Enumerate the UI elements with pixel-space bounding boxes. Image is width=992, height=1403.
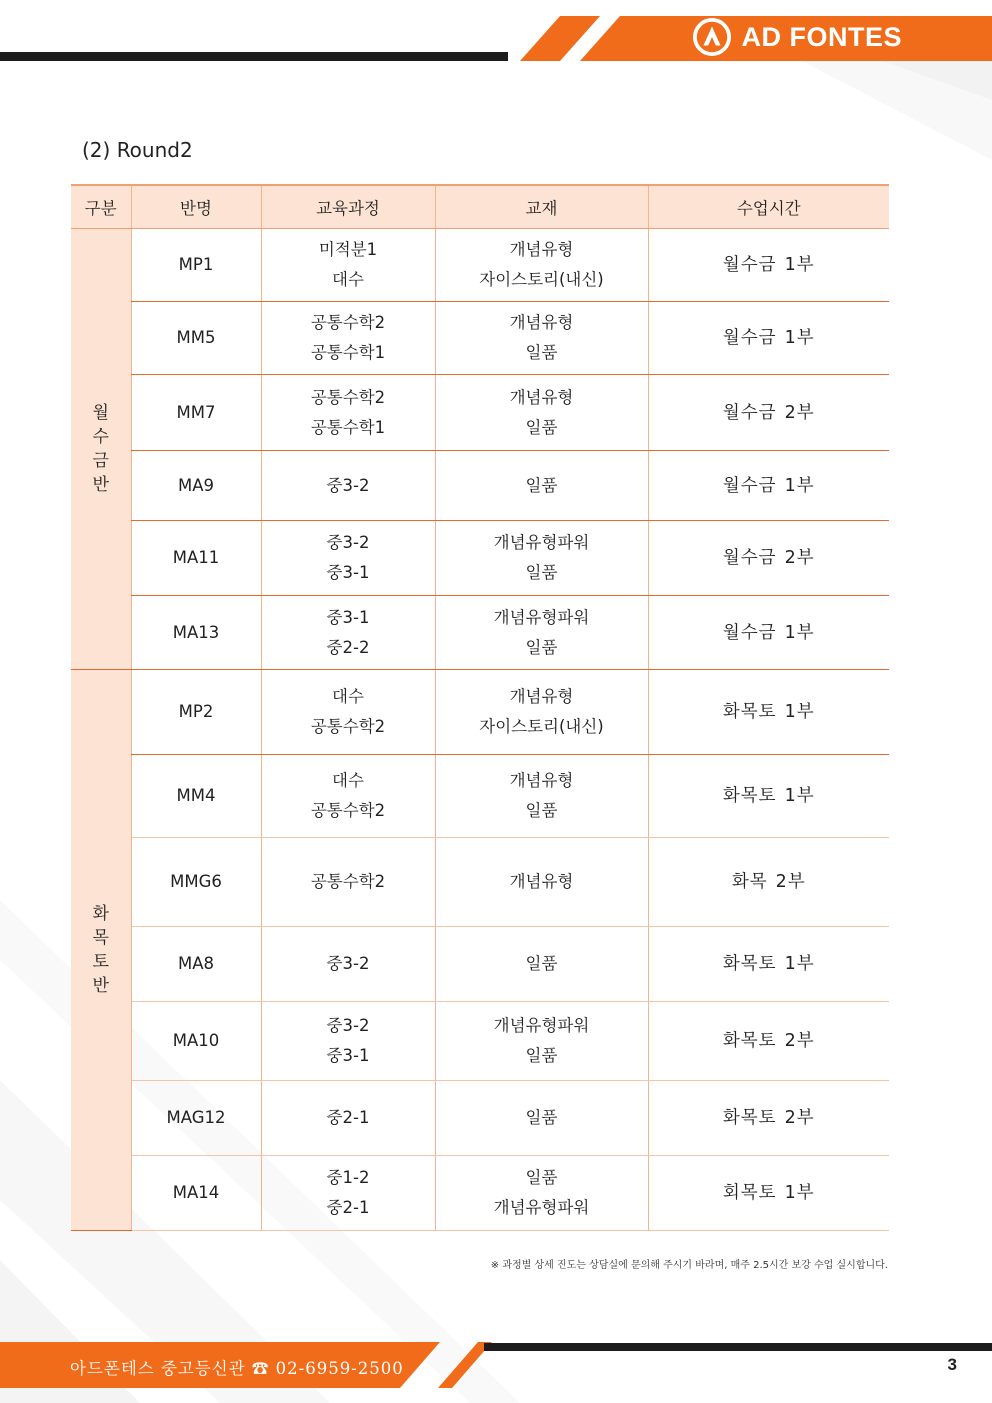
textbook-cell	[435, 838, 648, 927]
course-cell	[261, 302, 435, 375]
textbook-line: 일품	[525, 637, 558, 657]
course-line: 공통수학1	[310, 417, 386, 437]
group-label: 화 목 토 반	[71, 670, 131, 1231]
header-textbook: 교재	[435, 185, 648, 229]
class-name-cell: MA10	[131, 1002, 261, 1081]
class-name-cell: MA14	[131, 1156, 261, 1231]
table-row	[71, 755, 889, 838]
class-time-cell	[648, 302, 889, 375]
header-course: 교육과정	[261, 185, 435, 229]
textbook-line: 개념유형	[509, 687, 574, 706]
page-number: 3	[947, 1355, 957, 1374]
section-title: (2) Round2	[82, 138, 193, 162]
class-name-cell: MA9	[131, 451, 261, 521]
table-row	[71, 451, 889, 521]
course-line: 중3-2	[326, 954, 370, 973]
header-class-name: 반명	[131, 185, 261, 229]
course-line: 중3-1	[326, 563, 370, 582]
textbook-line: 일품	[525, 954, 558, 973]
class-days: 월수금	[722, 622, 777, 643]
textbook-line: 자이스토리(내신)	[479, 717, 604, 736]
class-days: 월수금	[722, 475, 777, 496]
textbook-line: 일품	[525, 475, 558, 495]
course-line: 공통수학1	[310, 343, 386, 362]
class-time-cell	[648, 596, 889, 670]
textbook-line: 일품	[525, 1168, 558, 1187]
course-cell	[261, 375, 435, 451]
table-row	[71, 302, 889, 375]
course-line: 공통수학2	[310, 717, 386, 736]
textbook-cell	[435, 1081, 648, 1156]
textbook-line: 자이스토리(내신)	[479, 270, 604, 289]
course-line: 중1-2	[326, 1168, 370, 1187]
table-row	[71, 521, 889, 596]
class-name-cell: MM7	[131, 375, 261, 451]
class-time-cell	[648, 838, 889, 927]
class-session: 1부	[784, 954, 815, 974]
course-line: 대수	[332, 771, 364, 790]
header-class-time: 수업시간	[648, 185, 889, 229]
table-row	[71, 838, 889, 927]
course-line: 미적분1	[318, 240, 378, 259]
textbook-line: 개념유형	[509, 313, 574, 332]
table-row	[71, 596, 889, 670]
table-row	[71, 927, 889, 1002]
class-time-cell	[648, 451, 889, 521]
ad-fontes-logo-icon	[693, 18, 731, 56]
textbook-cell	[435, 375, 648, 451]
table-row	[71, 375, 889, 451]
course-line: 공통수학2	[310, 801, 386, 820]
class-time-cell	[648, 1081, 889, 1156]
class-name-cell: MP2	[131, 670, 261, 755]
header-category: 구분	[71, 185, 131, 229]
class-name-cell: MMG6	[131, 838, 261, 927]
textbook-line: 일품	[525, 1046, 558, 1065]
class-session: 1부	[784, 475, 815, 496]
class-session: 1부	[784, 1183, 815, 1203]
class-session: 1부	[784, 702, 815, 722]
class-name-cell: MA8	[131, 927, 261, 1002]
table-row	[71, 229, 889, 302]
course-line: 중3-2	[326, 533, 370, 552]
textbook-cell	[435, 1002, 648, 1081]
textbook-line: 일품	[525, 801, 558, 820]
textbook-cell	[435, 670, 648, 755]
table-row	[71, 1156, 889, 1231]
course-line: 중3-2	[326, 1016, 370, 1035]
course-line: 중2-1	[326, 1198, 370, 1217]
textbook-line: 개념유형파워	[493, 533, 590, 552]
textbook-line: 개념유형	[509, 240, 574, 259]
textbook-cell	[435, 229, 648, 302]
textbook-line: 개념유형	[509, 387, 574, 407]
class-time-cell	[648, 755, 889, 838]
class-days: 화목토	[722, 954, 777, 974]
class-session: 1부	[784, 255, 815, 275]
class-session: 1부	[784, 622, 815, 643]
course-line: 공통수학2	[310, 872, 386, 891]
class-session: 1부	[784, 328, 815, 348]
course-line: 대수	[332, 687, 364, 706]
course-cell	[261, 521, 435, 596]
course-cell	[261, 1002, 435, 1081]
course-line: 중3-1	[326, 1046, 370, 1065]
class-name-cell: MA11	[131, 521, 261, 596]
class-time-cell	[648, 1156, 889, 1231]
class-days: 월수금	[722, 402, 777, 423]
footnote: ※ 과정별 상세 진도는 상담실에 문의해 주시기 바라며, 매주 2.5시간 보강 수업 실시합니다.	[490, 1260, 888, 1271]
table-row	[71, 1002, 889, 1081]
class-session: 2부	[775, 872, 806, 892]
class-name-cell: MAG12	[131, 1081, 261, 1156]
brand-logo	[693, 17, 902, 57]
class-session: 2부	[784, 548, 815, 568]
textbook-line: 일품	[525, 563, 558, 582]
textbook-line: 개념유형파워	[493, 1016, 590, 1035]
class-days: 월수금	[722, 255, 777, 275]
class-days: 화목	[731, 872, 768, 892]
course-line: 대수	[332, 270, 364, 289]
table-row	[71, 1081, 889, 1156]
table-row	[71, 670, 889, 755]
course-line: 공통수학2	[310, 313, 386, 332]
class-name-cell: MM4	[131, 755, 261, 838]
class-time-cell	[648, 229, 889, 302]
group-label: 월 수 금 반	[71, 229, 131, 670]
textbook-line: 개념유형파워	[493, 607, 590, 627]
textbook-line: 일품	[525, 417, 558, 437]
course-cell	[261, 1081, 435, 1156]
class-session: 2부	[784, 1031, 815, 1051]
class-time-cell	[648, 375, 889, 451]
textbook-cell	[435, 302, 648, 375]
course-line: 공통수학2	[310, 387, 386, 407]
course-cell	[261, 838, 435, 927]
course-line: 중2-1	[326, 1108, 370, 1127]
textbook-cell	[435, 451, 648, 521]
course-cell	[261, 755, 435, 838]
table-header-row	[71, 185, 889, 229]
logo-text: AD FONTES	[741, 21, 902, 52]
course-line: 중3-2	[326, 475, 370, 495]
class-session: 2부	[784, 402, 815, 423]
class-time-cell	[648, 1002, 889, 1081]
class-days: 월수금	[722, 328, 777, 348]
textbook-line: 개념유형파워	[493, 1198, 590, 1217]
class-days: 화목토	[722, 702, 777, 722]
course-cell	[261, 670, 435, 755]
class-days: 화목토	[722, 1108, 777, 1128]
class-days: 화목토	[722, 786, 777, 806]
class-days: 화목토	[722, 1031, 777, 1051]
class-name-cell: MP1	[131, 229, 261, 302]
course-line: 중2-2	[326, 637, 370, 657]
textbook-line: 개념유형	[509, 771, 574, 790]
course-cell	[261, 1156, 435, 1231]
textbook-line: 일품	[525, 1108, 558, 1127]
footer-contact: 아드폰테스 중고등신관 ☎ 02-6959-2500	[70, 1359, 404, 1378]
course-cell	[261, 596, 435, 670]
class-schedule-table	[71, 184, 889, 1231]
textbook-cell	[435, 755, 648, 838]
class-session: 2부	[784, 1108, 815, 1128]
textbook-cell	[435, 1156, 648, 1231]
textbook-cell	[435, 521, 648, 596]
course-cell	[261, 229, 435, 302]
textbook-line: 일품	[525, 343, 558, 362]
class-time-cell	[648, 670, 889, 755]
class-session: 1부	[784, 786, 815, 806]
class-time-cell	[648, 521, 889, 596]
class-days: 월수금	[722, 548, 777, 568]
course-cell	[261, 927, 435, 1002]
course-cell	[261, 451, 435, 521]
textbook-cell	[435, 927, 648, 1002]
class-days: 회목토	[722, 1183, 777, 1203]
textbook-line: 개념유형	[509, 872, 574, 891]
textbook-cell	[435, 596, 648, 670]
class-name-cell: MM5	[131, 302, 261, 375]
class-name-cell: MA13	[131, 596, 261, 670]
course-line: 중3-1	[326, 607, 370, 627]
class-time-cell	[648, 927, 889, 1002]
